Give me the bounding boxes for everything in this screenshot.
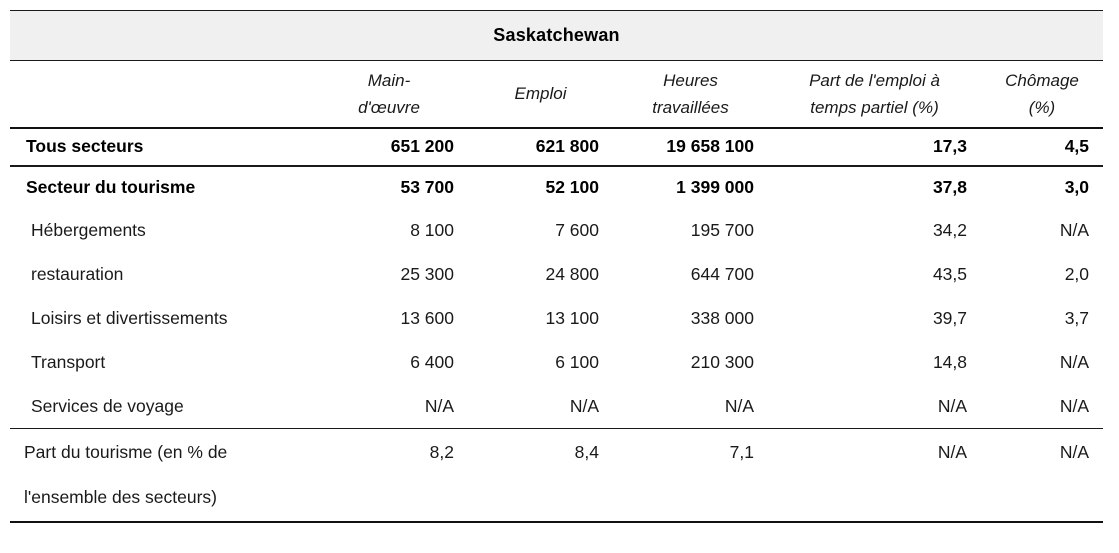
value-cell: 37,8: [932, 177, 967, 197]
value-cell: 25 300: [400, 264, 454, 284]
value-cell: N/A: [424, 395, 454, 416]
value-cell: 53 700: [400, 177, 454, 197]
value-cell: N/A: [569, 395, 599, 416]
value-cell: 52 100: [545, 177, 599, 197]
column-header-empty: [10, 61, 310, 128]
value-cell: 6 400: [410, 352, 454, 372]
column-header-temps-partiel: Part de l'emploi à temps partiel (%): [768, 61, 981, 128]
value-cell: 644 700: [690, 264, 754, 284]
table-row-services-voyage: [10, 385, 1103, 429]
value-cell: 3,7: [1064, 308, 1090, 328]
value-cell: 17,3: [768, 128, 981, 166]
table-row-hebergements: [10, 209, 1103, 253]
row-label: Tous secteurs: [10, 128, 310, 166]
table-row-tous-secteurs: [10, 128, 1103, 166]
value-cell: N/A: [768, 429, 981, 523]
value-cell: 3,0: [1064, 177, 1090, 197]
value-cell: N/A: [1059, 395, 1090, 416]
column-header-row: [10, 61, 1103, 128]
row-label: Hébergements: [31, 220, 146, 240]
value-cell: N/A: [937, 395, 967, 416]
value-cell: N/A: [724, 395, 754, 416]
value-cell: 8,2: [310, 429, 468, 523]
value-cell: 39,7: [932, 308, 967, 328]
value-cell: 338 000: [690, 308, 754, 328]
value-cell: 19 658 100: [613, 128, 768, 166]
value-cell: 621 800: [468, 128, 613, 166]
row-label: Services de voyage: [31, 395, 184, 416]
column-header-heures: Heures travaillées: [613, 61, 768, 128]
value-cell: 195 700: [690, 220, 754, 240]
table-title: Saskatchewan: [10, 11, 1103, 61]
column-header-chomage: Chômage (%): [981, 61, 1103, 128]
table-row-secteur-tourisme: [10, 166, 1103, 209]
value-cell: N/A: [981, 429, 1103, 523]
value-cell: 13 100: [545, 308, 599, 328]
value-cell: 4,5: [981, 128, 1103, 166]
column-header-emploi: Emploi: [468, 61, 613, 128]
value-cell: 1 399 000: [676, 177, 754, 197]
column-header-main-doeuvre: Main-d'œuvre: [310, 61, 468, 128]
table-row-restauration: [10, 253, 1103, 297]
tourism-statistics-table: [10, 10, 1103, 523]
value-cell: 7,1: [613, 429, 768, 523]
table-row-transport: [10, 341, 1103, 385]
value-cell: 2,0: [1064, 264, 1090, 284]
value-cell: 6 100: [555, 352, 599, 372]
value-cell: 43,5: [932, 264, 967, 284]
value-cell: 8 100: [410, 220, 454, 240]
table-row-loisirs: [10, 297, 1103, 341]
value-cell: 14,8: [932, 352, 967, 372]
value-cell: 651 200: [310, 128, 468, 166]
row-label: Transport: [31, 352, 106, 372]
statistics-table-container: [10, 10, 1103, 523]
row-label: Loisirs et divertissements: [31, 308, 228, 328]
value-cell: N/A: [1059, 352, 1090, 372]
row-label: Part du tourisme (en % de l'ensemble des secteurs): [10, 429, 310, 523]
value-cell: 7 600: [555, 220, 599, 240]
table-title-row: [10, 11, 1103, 61]
row-label: Secteur du tourisme: [26, 177, 196, 197]
value-cell: 34,2: [932, 220, 967, 240]
table-row-part-du-tourisme: [10, 429, 1103, 523]
value-cell: 13 600: [400, 308, 454, 328]
value-cell: N/A: [1059, 220, 1090, 240]
value-cell: 24 800: [545, 264, 599, 284]
value-cell: 8,4: [468, 429, 613, 523]
value-cell: 210 300: [690, 352, 754, 372]
row-label: restauration: [31, 264, 124, 284]
